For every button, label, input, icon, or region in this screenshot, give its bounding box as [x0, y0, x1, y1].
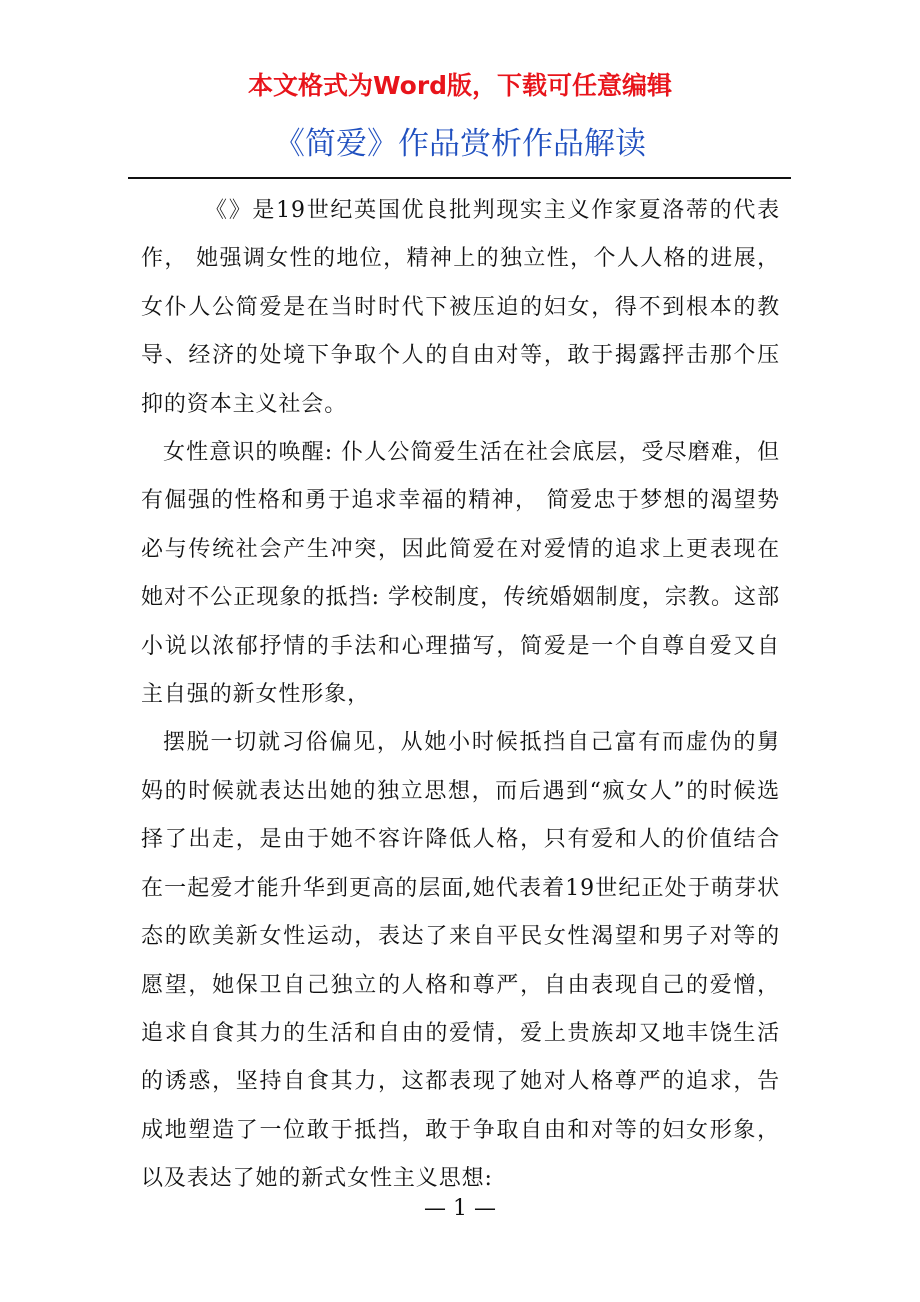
- article-body: [141, 187, 780, 1204]
- title-divider: [128, 177, 791, 179]
- page-number: — 1 —: [424, 1196, 496, 1221]
- paragraph-independence: 摆脱一切就习俗偏见，从她小时候抵挡自己富有而虚伪的舅妈的时候就表达出她的独立思想，而后遇到“疯女人”的时候选择了出走，是由于她不容许降低人格，只有爱和人的价值结合在一起爱才能升华到更高的层面,她代表着19世纪正处于萌芽状态的欧美新女性运动，表达了来自平民女性渴望和男子对等的愿望，她保卫自己独立的人格和尊严，自由表现自己的爱憎，追求自食其力的生活和自由的爱情，爱上贵族却又地丰饶生活的诱惑，坚持自食其力，这都表现了她对人格尊严的追求，告成地塑造了一位敢于抵挡，敢于争取自由和对等的妇女形象，以及表达了她的新式女性主义思想:: [141, 730, 780, 1192]
- paragraph-intro: 《》是19世纪英国优良批判现实主义作家夏洛蒂的代表作， 她强调女性的地位，精神上的独立性，个人人格的进展，女仆人公简爱是在当时时代下被压迫的妇女，得不到根本的教导、经济的处境下争取个人的自由对等，敢于揭露抨击那个压抑的资本主义社会。: [141, 198, 780, 417]
- document-title: 《简爱》作品赏析作品解读: [274, 126, 646, 162]
- download-notice: 本文格式为Word版，下载可任意编辑: [247, 71, 673, 100]
- paragraph-female-awakening: 女性意识的唤醒: 仆人公简爱生活在社会底层，受尽磨难，但有倔强的性格和勇于追求幸福的精神， 简爱忠于梦想的渴望势必与传统社会产生冲突，因此简爱在对爱情的追求上更表现在她对不公正现象的抵挡: 学校制度，传统婚姻制度，宗教。这部小说以浓郁抒情的手法和心理描写，简爱是一个自尊自爱又自主自强的新女性形象，: [141, 440, 780, 708]
